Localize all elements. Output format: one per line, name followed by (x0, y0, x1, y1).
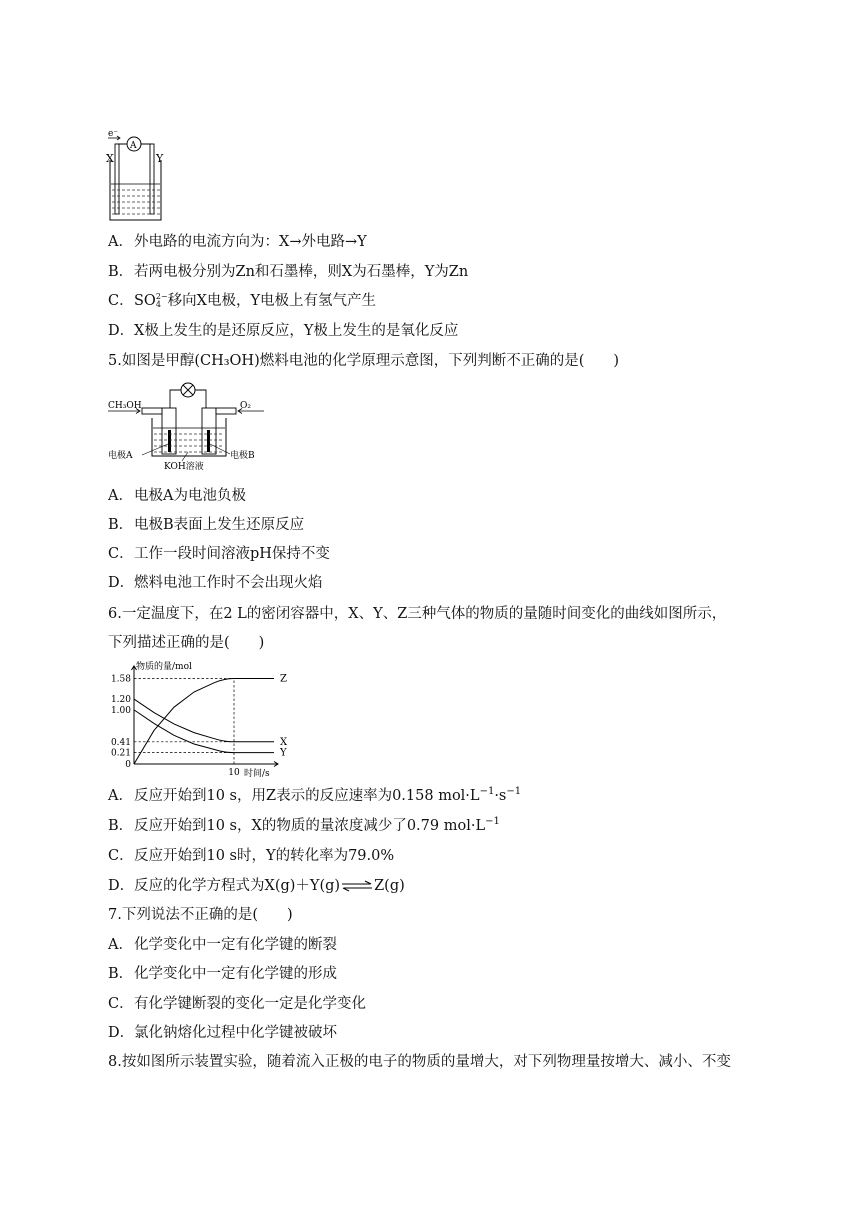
fuel-cell-figure (106, 380, 276, 470)
electrode-b-label: 电极B (230, 451, 255, 461)
ammeter-label: A (130, 141, 137, 151)
q7-option-d: D．氯化钠熔化过程中化学键被破坏 (108, 1025, 337, 1041)
q7-option-b: B．化学变化中一定有化学键的形成 (108, 966, 337, 982)
y-tick-label: 0 (125, 760, 131, 770)
y-tick-label: 1.20 (110, 695, 131, 706)
series-line-X (134, 699, 274, 742)
q6-option-d: D．反应的化学方程式为X(g)＋Y(g) Z(g) (108, 878, 405, 894)
q7-option-c: C．有化学键断裂的变化一定是化学变化 (108, 996, 366, 1012)
series-line-Z (134, 678, 274, 764)
y-tick-label: 1.00 (110, 705, 131, 716)
q6-stem-line1: 6.一定温度下，在2 L的密闭容器中，X、Y、Z三种气体的物质的量随时间变化的曲线如图所示， (108, 606, 727, 622)
q7-option-a: A．化学变化中一定有化学键的断裂 (108, 937, 337, 953)
reversible-arrow-icon (340, 880, 374, 892)
galvanic-cell-figure (106, 126, 166, 224)
q5-option-c: C．工作一段时间溶液pH保持不变 (108, 546, 330, 562)
y-tick-label: 0.41 (110, 737, 131, 748)
q4-option-c: C．SO 2− 4 移向X电极，Y电极上有氢气产生 (108, 292, 377, 309)
electron-label: e⁻ (108, 129, 119, 139)
series-line-Y (134, 710, 274, 753)
y-tick-label: 1.58 (110, 674, 131, 685)
y-tick-label: 0.21 (110, 748, 131, 759)
q6-option-b: B．反应开始到10 s，X的物质的量浓度减少了0.79 $mol\cdot L^{-1}$ (108, 816, 500, 834)
series-label-Y: Y (280, 747, 287, 759)
q4-option-d: D．X极上发生的是还原反应，Y极上发生的是氧化反应 (108, 323, 459, 339)
methanol-input-label: CH₃OH (108, 401, 142, 411)
q5-option-b: B．电极B表面上发生还原反应 (108, 517, 305, 533)
mole-time-chart (104, 660, 288, 779)
series-label-X: X (280, 736, 288, 748)
q7-stem: 7.下列说法不正确的是( ) (108, 907, 293, 923)
oxygen-input-label: O₂ (240, 401, 251, 411)
electrode-x-label: X (106, 152, 114, 165)
q6-option-a: A．反应开始到10 s，用Z表示的反应速率为0.158 $mol\cdot L^{-1}\cdot s^{-1}$ (108, 786, 522, 804)
electrolyte-label: KOH溶液 (164, 462, 204, 472)
series-label-Z: Z (280, 673, 287, 685)
x-tick-label: 10 (228, 768, 240, 778)
q4-option-a: A．外电路的电流方向为：X→外电路→Y (108, 234, 367, 250)
q5-stem: 5.如图是甲醇(CH₃OH)燃料电池的化学原理示意图，下列判断不正确的是( ) (108, 353, 620, 369)
q4-option-b: B．若两电极分别为Zn和石墨棒，则X为石墨棒，Y为Zn (108, 264, 469, 280)
q5-option-d: D．燃料电池工作时不会出现火焰 (108, 575, 323, 591)
q5-option-a: A．电极A为电池负极 (108, 488, 246, 504)
electrode-y-label: Y (156, 152, 164, 165)
q6-option-c: C．反应开始到10 s时，Y的转化率为79.0% (108, 848, 395, 864)
y-axis-label: 物质的量/mol (136, 662, 192, 672)
q6-stem-line2: 下列描述正确的是( ) (108, 635, 265, 651)
electrode-a-label: 电极A (108, 451, 133, 461)
q8-stem: 8.按如图所示装置实验，随着流入正极的电子的物质的量增大，对下列物理量按增大、减小、不变 (108, 1054, 731, 1070)
x-axis-label: 时间/s (244, 769, 270, 779)
